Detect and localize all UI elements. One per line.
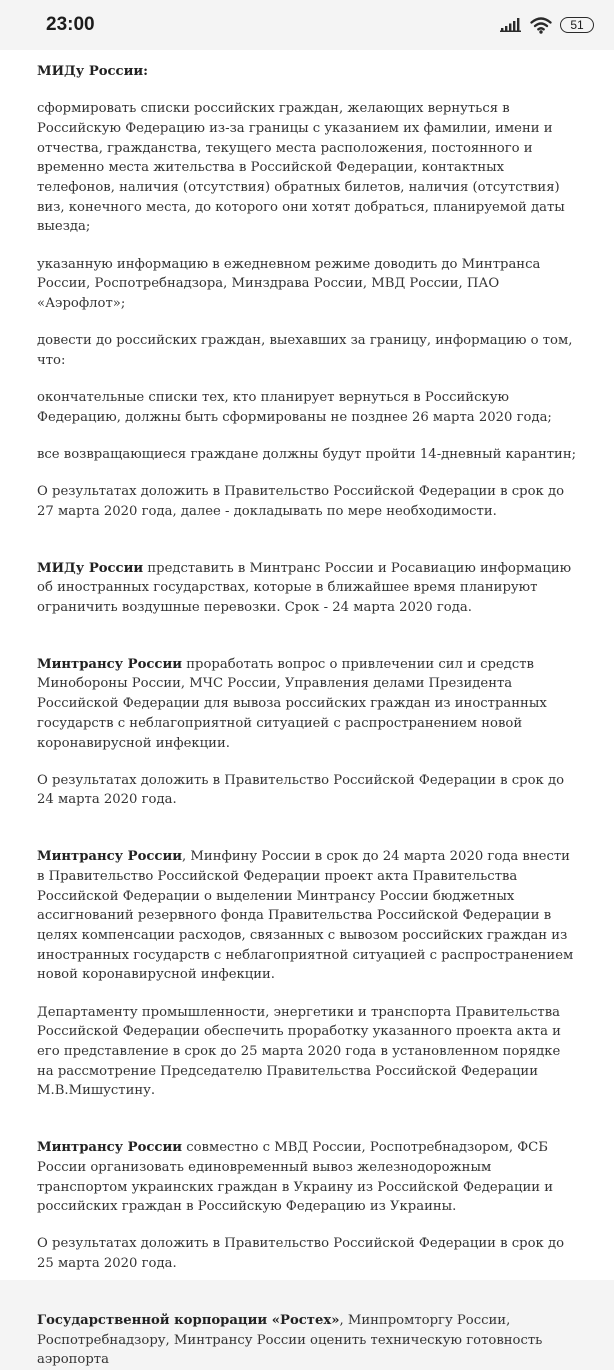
report-line-2: 25 марта 2020 года.: [37, 1256, 177, 1272]
paragraph-body: проработать вопрос о привлечении сил и средств Минобороны России, МЧС России, Управления делами Президента Российской Федерации для вывоза российских граждан из иностранных государств с неблагоприятной ситуацией с распространением новой коронавирусной инфекции.: [37, 656, 547, 751]
bold-lead: Минтрансу России: [37, 1140, 183, 1156]
status-bar: [0, 0, 614, 50]
paragraph-quarantine: все возвращающиеся граждане должны будут пройти 14-дневный карантин;: [37, 447, 577, 463]
bold-lead: Минтрансу России: [37, 656, 183, 672]
paragraph-body: совместно с МВД России, Роспотребнадзором, ФСБ России организовать единовременный вывоз железнодорожным транспортом украинских граждан в Украину из Российской Федерации и российских граждан в Российскую Федерацию из Украины.: [37, 1140, 553, 1215]
report-line-1: О результатах доложить в Правительство Российской Федерации в срок до: [37, 484, 565, 500]
paragraph-report-27: [37, 482, 577, 521]
battery-level: 51: [570, 18, 584, 32]
report-line-2: 27 марта 2020 года, далее - докладывать по мере необходимости.: [37, 503, 497, 519]
wifi-icon: [530, 16, 552, 34]
paragraph-mid-heading: [37, 62, 577, 82]
document-view[interactable]: [0, 50, 614, 1368]
paragraph-department: Департаменту промышленности, энергетики и транспорта Правительства Российской Федерации обеспечить проработку указанного проекта акта и его представление в срок до 25 марта 2020 года в установленном порядке на рассмотрение Председателю Правительства Российской Федерации М.В.Мишустину.: [37, 1004, 561, 1099]
paragraph-mintrans-rail: [37, 1138, 577, 1217]
status-icons: [500, 14, 594, 36]
paragraph-rostec: [37, 1311, 577, 1370]
bold-lead: МИДу России:: [37, 64, 149, 79]
paragraph-lists: сформировать списки российских граждан, желающих вернуться в Российскую Федерацию из-за границы с указанием их фамилии, имени и отчества, гражданства, текущего места расположения, постоянного и временно места жительства в Российской Федерации, контактных телефонов, наличия (отсутствия) обратных билетов, наличия (отсутствия) виз, конечного места, до которого они хотят добраться, планируемой даты выезда;: [37, 101, 565, 235]
paragraph-mid-flights: [37, 559, 577, 618]
paragraph-report-24: О результатах доложить в Правительство Российской Федерации в срок до 24 марта 2020 года.: [37, 772, 565, 808]
paragraph-report-25: [37, 1234, 577, 1273]
document-text: [37, 62, 577, 1370]
paragraph-final-lists: окончательные списки тех, кто планирует вернуться в Российскую Федерацию, должны быть сформированы не позднее 26 марта 2020 года;: [37, 390, 552, 425]
status-clock: 23:00: [46, 14, 95, 35]
report-line-1: О результатах доложить в Правительство Российской Федерации в срок до: [37, 1236, 565, 1252]
paragraph-mintrans-budget: [37, 847, 577, 985]
bold-lead: Государственной корпорации «Ростех»: [37, 1312, 340, 1328]
bold-lead: МИДу России: [37, 560, 144, 576]
paragraph-body: , Минпромторгу России, Роспотребнадзору, Минтрансу России оценить техническую готовность аэропорта: [37, 1312, 543, 1368]
paragraph-inform-citizens: довести до российских граждан, выехавших за границу, информацию о том, что:: [37, 333, 573, 368]
signal-icon: [500, 16, 522, 34]
paragraph-mintrans-forces: [37, 655, 577, 754]
paragraph-daily-info: указанную информацию в ежедневном режиме доводить до Минтранса России, Роспотребнадзора, Минздрава России, МВД России, ПАО «Аэрофлот»;: [37, 256, 541, 312]
paragraph-body: представить в Минтранс России и Росавиацию информацию об иностранных государствах, которые в ближайшее время планируют ограничить воздушные перевозки. Срок - 24 марта 2020 года.: [37, 560, 572, 616]
battery-icon: [560, 17, 594, 33]
bold-lead: Минтрансу России: [37, 849, 183, 865]
paragraph-body: , Минфину России в срок до 24 марта 2020 года внести в Правительство Российской Федерации проект акта Правительства Российской Федерации о выделении Минтрансу России бюджетных ассигнований резервного фонда Правительства Российской Федерации в целях компенсации расходов, связанных с вывозом российских граждан из иностранных государств с неблагоприятной ситуацией с распространением новой коронавирусной инфекции.: [37, 849, 574, 983]
